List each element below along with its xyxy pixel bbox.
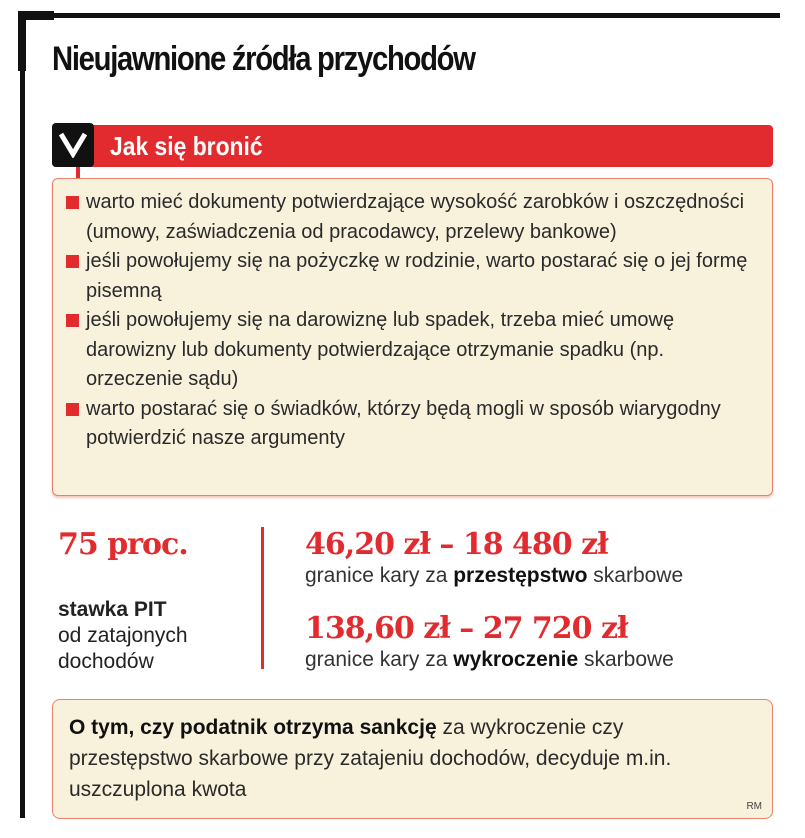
note-body: za wykroczenie czy przestępstwo skarbowe przy zatajeniu dochodów, decyduje m.in. uszczuplona kwota (69, 716, 672, 801)
pit-rate-label-text: od zatajonych dochodów (58, 624, 188, 673)
tip-text: jeśli powołujemy się na darowiznę lub spadek, trzeba mieć umowę darowizny lub dokumenty potwierdzające otrzymanie spadku (np. orzeczenie sądu) (86, 309, 675, 390)
bullet-square-icon (66, 196, 79, 209)
tip-item (66, 306, 756, 395)
note-box (52, 699, 773, 819)
frame-left-accent (18, 13, 26, 71)
tip-text: warto mieć dokumenty potwierdzające wysokość zarobków i oszczędności (umowy, zaświadczenia od pracodawcy, przelewy bankowe) (86, 191, 745, 243)
tip-item (66, 188, 756, 247)
note-bold: O tym, czy podatnik otrzyma sankcję (69, 716, 437, 739)
desc-prefix: granice kary za (305, 648, 454, 671)
tips-list (66, 188, 756, 454)
penalty-range-offence: 138,60 zł – 27 720 zł (305, 611, 628, 646)
desc-prefix: granice kary za (305, 564, 454, 587)
frame-left-rule (20, 13, 25, 818)
credit: RM (746, 801, 762, 812)
tip-text: jeśli powołujemy się na pożyczkę w rodzinie, warto postarać się o jej formę pisemną (86, 250, 748, 302)
chevron-down-icon (52, 123, 94, 167)
note-text (69, 712, 749, 805)
tip-item (66, 247, 756, 306)
desc-bold: wykroczenie (453, 648, 579, 671)
bullet-square-icon (66, 314, 79, 327)
bullet-square-icon (66, 255, 79, 268)
penalty-desc-crime (305, 564, 683, 588)
desc-suffix: skarbowe (578, 648, 674, 671)
desc-suffix: skarbowe (587, 564, 684, 587)
pit-rate-label (58, 597, 228, 675)
penalty-desc-offence (305, 648, 674, 672)
pit-rate-value: 75 proc. (58, 527, 188, 562)
bullet-square-icon (66, 403, 79, 416)
desc-bold: przestępstwo (453, 564, 588, 587)
tip-text: warto postarać się o świadków, którzy będą mogli w sposób wiarygodny potwierdzić nasze argumenty (86, 397, 721, 449)
penalty-range-crime: 46,20 zł – 18 480 zł (305, 527, 608, 562)
tip-item (66, 395, 756, 454)
pit-rate-label-bold: stawka PIT (58, 598, 167, 621)
section-heading: Jak się bronić (110, 131, 263, 161)
divider-line (261, 527, 264, 669)
frame-top-rule (20, 13, 780, 18)
page-title: Nieujawnione źródła przychodów (52, 40, 475, 78)
